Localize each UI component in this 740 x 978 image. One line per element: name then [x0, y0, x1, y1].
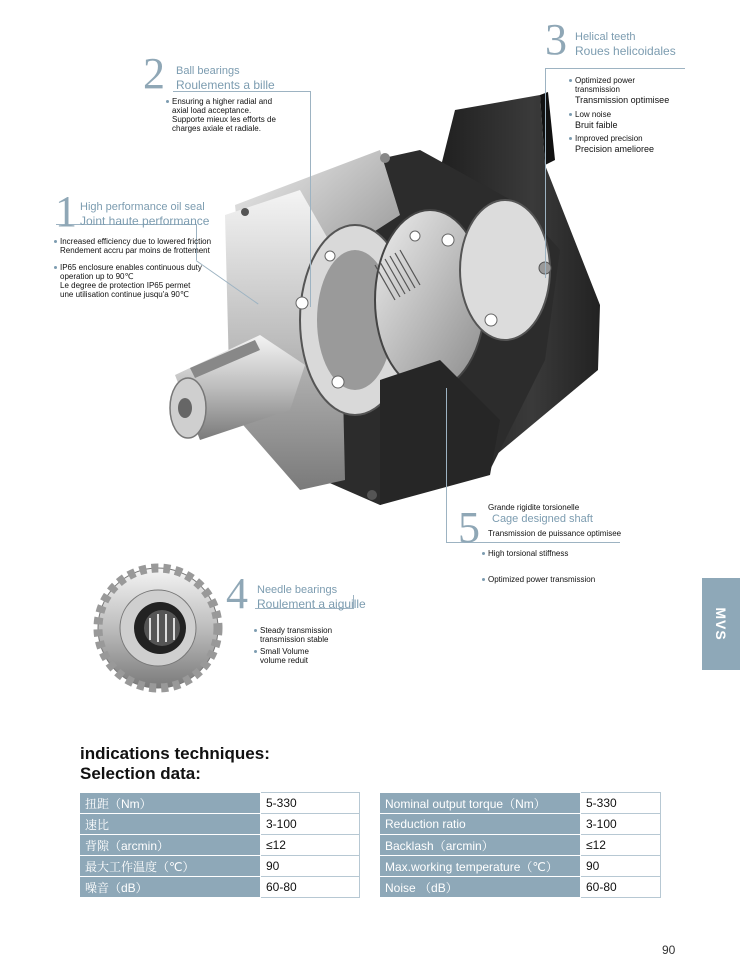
table-row: [380, 877, 661, 898]
bullet-text: Le degree de protection IP65 permet: [60, 281, 191, 290]
section-heading-fr: indications techniques:: [80, 744, 270, 763]
feature-1-bullet-1: [54, 237, 211, 255]
feature-3-bullet-1: [569, 76, 669, 106]
spec-label: Nominal output torque（Nm）: [380, 793, 581, 814]
spec-label: 背隙（arcmin）: [80, 835, 261, 856]
spec-table-cn: [79, 792, 360, 898]
table-row: [80, 877, 360, 898]
leader-line-3b: [545, 68, 546, 278]
spec-label: Reduction ratio: [380, 814, 581, 835]
bullet-dot-icon: [254, 650, 257, 653]
bullet-dot-icon: [54, 240, 57, 243]
table-row: [80, 856, 360, 877]
bullet-dot-icon: [569, 79, 572, 82]
spec-value: 5-330: [261, 793, 360, 814]
bullet-dot-icon: [482, 578, 485, 581]
feature-3-number: 3: [545, 15, 567, 64]
feature-2-title-en: Ball bearings: [176, 65, 240, 77]
feature-3-title: [575, 30, 676, 58]
feature-5-bullet-1: [482, 549, 568, 558]
bullet-text: Increased efficiency due to lowered friction: [60, 237, 212, 246]
spec-label: 速比: [80, 814, 261, 835]
bullet-text: axial load acceptance.: [172, 106, 252, 115]
bullet-text: une utilisation continue jusqu'a 90℃: [60, 290, 189, 299]
feature-4-title: [257, 583, 366, 611]
feature-5-title-en: Cage designed shaft: [492, 513, 593, 525]
spec-label: Noise （dB）: [380, 877, 581, 898]
feature-5-bullet-2: [482, 575, 595, 584]
leader-line-5b: [446, 388, 447, 542]
spec-value: 90: [581, 856, 661, 877]
spec-label: 扭距（Nm）: [80, 793, 261, 814]
bullet-text: operation up to 90℃: [60, 272, 134, 281]
bullet-text: transmission stable: [260, 635, 329, 644]
side-tab-label: MVS: [713, 607, 729, 641]
feature-4-number: 4: [226, 569, 248, 618]
feature-2-title: [176, 64, 275, 92]
bullet-dot-icon: [569, 113, 572, 116]
leader-line-3: [545, 68, 685, 69]
section-heading-en: Selection data:: [80, 764, 201, 783]
spec-label: 噪音（dB）: [80, 877, 261, 898]
spec-table-en: [379, 792, 661, 898]
bullet-text: Optimized power: [575, 76, 636, 85]
bullet-text: High torsional stiffness: [488, 549, 569, 558]
feature-5-number: 5: [458, 503, 480, 552]
bullet-text: Ensuring a higher radial and: [172, 97, 273, 106]
bullet-text: Precision amelioree: [575, 144, 655, 154]
spec-value: ≤12: [581, 835, 661, 856]
bullet-dot-icon: [54, 266, 57, 269]
needle-bearing-gear-illustration: [98, 568, 218, 688]
spec-value: 5-330: [581, 793, 661, 814]
spec-value: 3-100: [261, 814, 360, 835]
bullet-text: Transmission optimisee: [575, 95, 670, 105]
spec-label: Max.working temperature（℃）: [380, 856, 581, 877]
spec-value: 90: [261, 856, 360, 877]
bullet-text: Low noise: [575, 110, 612, 119]
table-row: [380, 814, 661, 835]
spec-value: 3-100: [581, 814, 661, 835]
feature-1-title: [80, 200, 209, 228]
spec-value: 60-80: [581, 877, 661, 898]
bullet-text: Optimized power transmission: [488, 575, 596, 584]
bullet-dot-icon: [569, 137, 572, 140]
bullet-text: Steady transmission: [260, 626, 333, 635]
table-row: [80, 793, 360, 814]
bullet-dot-icon: [482, 552, 485, 555]
bullet-text: Bruit faible: [575, 120, 618, 130]
feature-3-title-en: Helical teeth: [575, 31, 636, 43]
feature-3-bullet-3: [569, 134, 654, 155]
feature-1-title-fr: Joint haute performance: [80, 214, 210, 228]
feature-4-bullet-2: [254, 647, 309, 665]
feature-2-title-fr: Roulements a bille: [176, 78, 275, 92]
feature-4-title-en: Needle bearings: [257, 584, 338, 596]
feature-4-title-fr: Roulement a aiguille: [257, 597, 366, 611]
feature-2-bullet-1: [166, 97, 276, 133]
feature-1-number: 1: [55, 187, 77, 236]
feature-1-bullet-2: [54, 263, 202, 299]
spec-label: 最大工作温度（℃）: [80, 856, 261, 877]
feature-4-bullet-1: [254, 626, 332, 644]
feature-5-subtitle: Transmission de puissance optimisee: [488, 529, 622, 538]
bullet-text: volume reduit: [260, 656, 309, 665]
bullet-text: Small Volume: [260, 647, 309, 656]
bullet-text: Supporte mieux les efforts de: [172, 115, 276, 124]
bullet-dot-icon: [166, 100, 169, 103]
feature-3-title-fr: Roues helicoidales: [575, 44, 676, 58]
feature-3-bullet-2: [569, 110, 618, 131]
table-row: [380, 835, 661, 856]
page-number: 90: [662, 943, 676, 957]
feature-5-title-fr: Grande rigidite torsionelle: [488, 503, 580, 512]
table-row: [80, 814, 360, 835]
spec-value: ≤12: [261, 835, 360, 856]
bullet-dot-icon: [254, 629, 257, 632]
leader-line-2b: [310, 91, 311, 307]
bullet-text: IP65 enclosure enables continuous duty: [60, 263, 202, 272]
table-row: [380, 856, 661, 877]
feature-2-number: 2: [143, 49, 165, 98]
spec-value: 60-80: [261, 877, 360, 898]
table-row: [80, 835, 360, 856]
table-row: [380, 793, 661, 814]
bullet-text: transmission: [575, 85, 620, 94]
bullet-text: Rendement accru par moins de frottement: [60, 246, 210, 255]
bullet-text: Improved precision: [575, 134, 643, 143]
spec-label: Backlash（arcmin）: [380, 835, 581, 856]
section-side-tab: [702, 578, 740, 670]
bullet-text: charges axiale et radiale.: [172, 124, 261, 133]
feature-1-title-en: High performance oil seal: [80, 201, 205, 213]
